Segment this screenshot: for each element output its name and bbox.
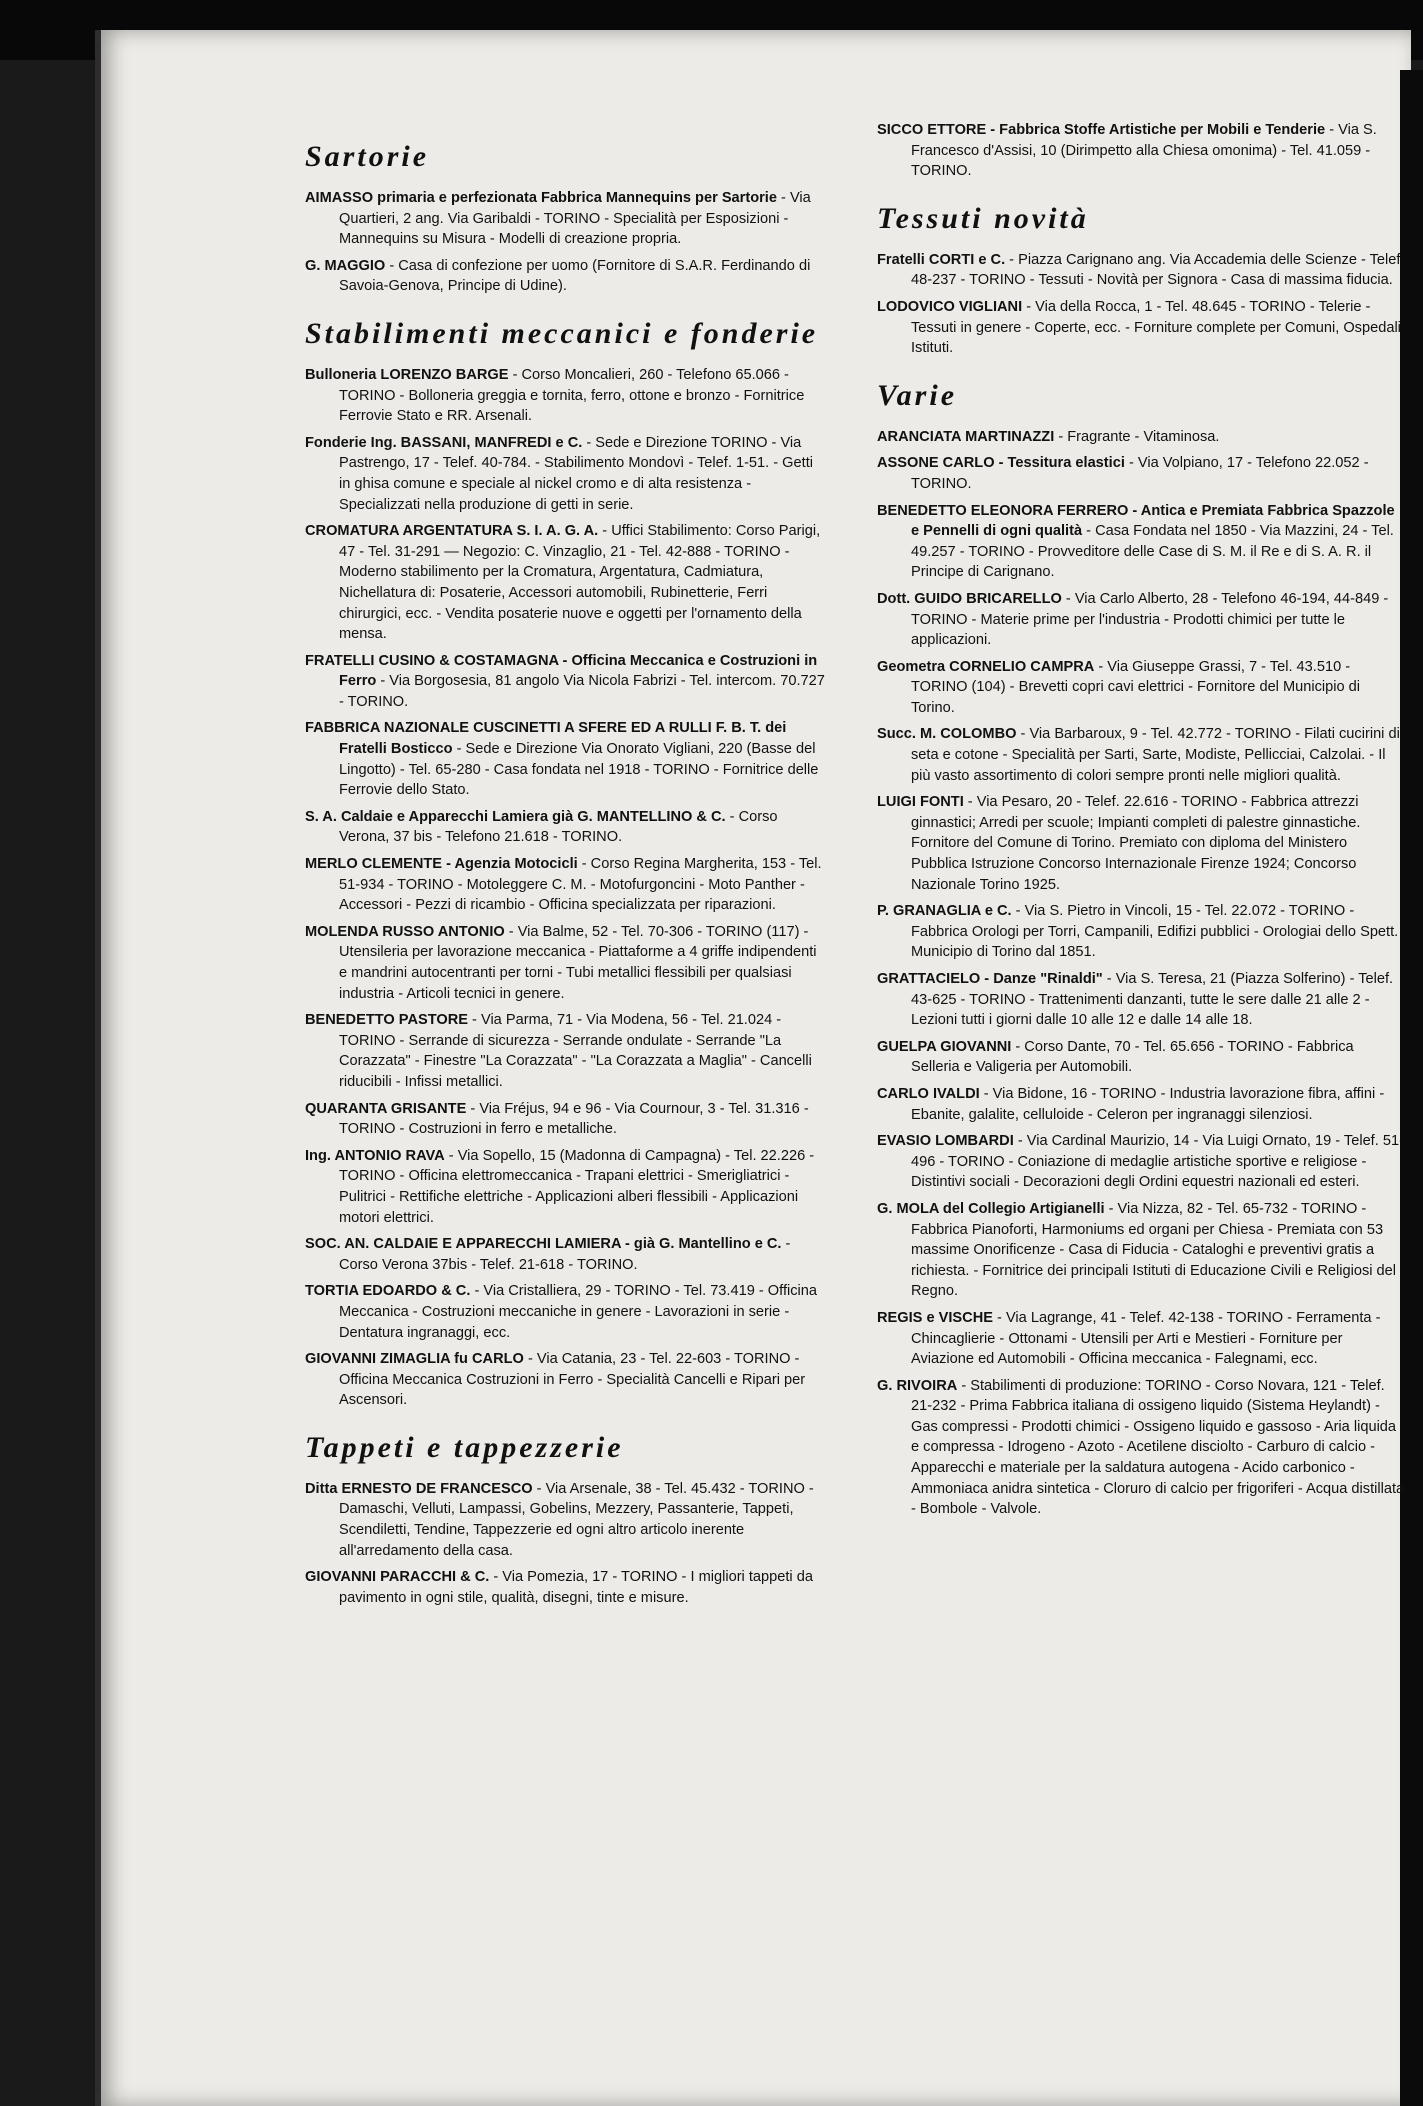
entry-details: - Via Balme, 52 - Tel. 70-306 - TORINO (117) - Utensileria per lavorazione meccanica - Piattaforme a 4 griffe indipendenti e mandrini autocentranti per torni - Tubi metallici flessibili per qualsiasi industria - Articoli tecnici in genere.: [339, 923, 817, 1002]
entry-details: - Via Sopello, 15 (Madonna di Campagna) - Tel. 22.226 - TORINO - Officina elettromeccanica - Trapani elettrici - Smerigliatrici - Pulitrici - Rettifiche elettriche - Applicazioni alberi flessibili - Applicazioni motori elettrici.: [339, 1147, 815, 1226]
directory-entry: [877, 250, 1405, 291]
entry-details: - Sede e Direzione Via Onorato Vigliani, 220 (Basse del Lingotto) - Tel. 65-280 - Casa fondata nel 1918 - TORINO - Fornitrice delle Ferrovie dello Stato.: [339, 741, 819, 799]
entry-company-name: GIOVANNI ZIMAGLIA fu CARLO: [305, 1351, 524, 1368]
directory-entry: [305, 854, 825, 916]
entry-details: - Stabilimenti di produzione: TORINO - Corso Novara, 121 - Telef. 21-232 - Prima Fabbrica italiana di ossigeno liquido (Sistema Heylandt) - Gas compressi - Prodotti chimici - Ossigeno liquido e gassoso - Aria liquida e compressa - Idrogeno - Azoto - Acetilene disciolto - Carburo di calcio - Apparecchi e materiale per la saldatura autogena - Acido carbonico - Ammoniaca anidra sintetica - Cloruro di calcio per frigoriferi - Acqua distillata - Bombole - Valvole.: [911, 1377, 1405, 1518]
entry-details: - Via Volpiano, 17 - Telefono 22.052 - TORINO.: [911, 455, 1369, 492]
entry-details: - Corso Regina Margherita, 153 - Tel. 51-934 - TORINO - Motoleggere C. M. - Motofurgoncini - Moto Panther - Accessori - Pezzi di ricambio - Officina specializzata per riparazioni.: [339, 856, 822, 914]
entry-details: - Via Pesaro, 20 - Telef. 22.616 - TORINO - Fabbrica attrezzi ginnastici; Arredi per scuole; Impianti completi di palestre ginnastiche. Fornitore del Comune di Torino. Premiato con diploma del Ministero Pubblica Istruzione Concorso Internazionale Firenze 1924; Concorso Nazionale Torino 1925.: [911, 794, 1361, 893]
directory-entry: [877, 453, 1405, 494]
entry-details: - Fragrante - Vitaminosa.: [1054, 428, 1220, 445]
section-heading-sartorie: Sartorie: [305, 140, 430, 173]
entry-company-name: TORTIA EDOARDO & C.: [305, 1283, 471, 1300]
entry-company-name: P. GRANAGLIA e C.: [877, 903, 1012, 920]
entry-company-name: MOLENDA RUSSO ANTONIO: [305, 923, 505, 940]
entry-company-name: Bulloneria LORENZO BARGE: [305, 366, 509, 383]
entry-company-name: Fratelli CORTI e C.: [877, 251, 1006, 268]
entry-details: - Casa di confezione per uomo (Fornitore di S.A.R. Ferdinando di Savoia-Genova, Principe di Udine).: [339, 257, 811, 295]
entry-company-name: LUIGI FONTI: [877, 794, 964, 811]
entry-company-name: Ditta ERNESTO DE FRANCESCO: [305, 1480, 533, 1497]
directory-entry: [305, 433, 825, 515]
entry-details: - Via Quartieri, 2 ang. Via Garibaldi - TORINO - Specialità per Esposizioni - Mannequins su Misura - Modelli di creazione propria.: [339, 190, 811, 248]
entry-company-name: BENEDETTO ELEONORA FERRERO - Antica e Premiata Fabbrica Spazzole e Pennelli di ogni qualità: [877, 502, 1395, 540]
entry-details: - Corso Moncalieri, 260 - Telefono 65.066 - TORINO - Bolloneria greggia e tornita, ferro, ottone e bronzo - Fornitrice Ferrovie Stato e RR. Arsenali.: [339, 366, 805, 425]
section-heading-tessuti: Tessuti novità: [877, 201, 1089, 235]
entry-company-name: CROMATURA ARGENTATURA S. I. A. G. A.: [305, 523, 599, 540]
entry-company-name: FRATELLI CUSINO & COSTAMAGNA - Officina Meccanica e Costruzioni in Ferro: [305, 652, 818, 690]
entry-details: - Via Bidone, 16 - TORINO - Industria lavorazione fibra, affini - Ebanite, galalite, celluloide - Celeron per ingranaggi silenziosi.: [911, 1085, 1385, 1123]
directory-entry: [877, 589, 1405, 651]
entries-stabilimenti: [305, 365, 825, 1411]
entry-company-name: Dott. GUIDO BRICARELLO: [877, 590, 1062, 607]
entry-company-name: GUELPA GIOVANNI: [877, 1038, 1012, 1055]
entry-company-name: G. MAGGIO: [305, 257, 386, 274]
directory-entry: [305, 1099, 825, 1140]
entries-tappeti: [305, 1479, 825, 1609]
entry-company-name: FABBRICA NAZIONALE CUSCINETTI A SFERE ED A RULLI F. B. T. dei Fratelli Bosticco: [305, 720, 787, 758]
entry-details: - Via S. Francesco d'Assisi, 10 (Dirimpetto alla Chiesa omonima) - Tel. 41.059 - TORINO.: [911, 122, 1377, 180]
entry-details: - Casa Fondata nel 1850 - Via Mazzini, 24 - Tel. 49.257 - TORINO - Provveditore delle Case di S. M. il Re e di S. A. R. il Principe di Carignano.: [911, 523, 1394, 581]
section-heading-stabilimenti: Stabilimenti meccanici e fonderie: [305, 316, 819, 350]
directory-entry: [305, 1479, 825, 1561]
entries-tessuti: [877, 250, 1405, 359]
entry-company-name: S. A. Caldaie e Apparecchi Lamiera già G. MANTELLINO & C.: [305, 808, 726, 825]
entry-details: - Corso Verona, 37 bis - Telefono 21.618 - TORINO.: [339, 808, 778, 846]
entry-company-name: EVASIO LOMBARDI: [877, 1133, 1014, 1150]
entry-company-name: ARANCIATA MARTINAZZI: [877, 428, 1055, 445]
directory-entry: [877, 1376, 1405, 1520]
entry-company-name: SOC. AN. CALDAIE E APPARECCHI LAMIERA - già G. Mantellino e C.: [305, 1236, 782, 1253]
entry-details: - Via Borgosesia, 81 angolo Via Nicola Fabrizi - Tel. intercom. 70.727 - TORINO.: [339, 673, 825, 710]
directory-entry: [877, 657, 1405, 719]
entry-details: - Via Lagrange, 41 - Telef. 42-138 - TORINO - Ferramenta - Chincaglierie - Ottonami - Utensili per Arti e Mestieri - Forniture per Aviazione ed Automobili - Officina meccanica - Falegnami, ecc.: [911, 1309, 1381, 1368]
directory-entry: [877, 427, 1405, 448]
entry-details: - Via Barbaroux, 9 - Tel. 42.772 - TORINO - Filati cucirini di seta e cotone - Specialità per Sarti, Sarte, Modiste, Pellicciai, Calzolai. - Il più vasto assortimento di colori sempre pronti nelle migliori qualità.: [911, 726, 1400, 784]
entry-company-name: BENEDETTO PASTORE: [305, 1012, 468, 1029]
entry-company-name: REGIS e VISCHE: [877, 1309, 993, 1326]
directory-entry: [305, 1010, 825, 1092]
entry-company-name: AIMASSO primaria e perfezionata Fabbrica Mannequins per Sartorie: [305, 190, 777, 206]
entry-company-name: Fonderie Ing. BASSANI, MANFREDI e C.: [305, 434, 583, 451]
directory-entry: [877, 1308, 1405, 1370]
entries-sicco: [877, 120, 1405, 182]
directory-entry: [305, 1281, 825, 1343]
entry-details: - Piazza Carignano ang. Via Accademia delle Scienze - Telef. 48-237 - TORINO - Tessuti - Novità per Signora - Casa di massima fiducia.: [911, 251, 1405, 289]
directory-entry: [305, 365, 825, 427]
directory-entry: [305, 1234, 825, 1275]
directory-entry: [877, 792, 1405, 895]
entry-company-name: QUARANTA GRISANTE: [305, 1100, 467, 1117]
entry-company-name: SICCO ETTORE - Fabbrica Stoffe Artistiche per Mobili e Tenderie: [877, 122, 1326, 138]
entry-details: - Via S. Pietro in Vincoli, 15 - Tel. 22.072 - TORINO - Fabbrica Orologi per Torri, Campanili, Edifizi pubblici - Orologiai dello Spett. Municipio di Torino dal 1851.: [911, 903, 1399, 961]
entry-company-name: Succ. M. COLOMBO: [877, 726, 1017, 743]
directory-entry: [877, 501, 1405, 583]
entries-varie: [877, 427, 1405, 1520]
section-heading-tappeti: Tappeti e tappezzerie: [305, 1430, 624, 1464]
section-heading-varie: Varie: [877, 378, 958, 412]
directory-entry: [305, 807, 825, 848]
directory-entry: [305, 718, 825, 800]
directory-entry: [877, 1199, 1405, 1302]
entry-details: - Corso Verona 37bis - Telef. 21-618 - TORINO.: [339, 1236, 791, 1273]
right-column: [877, 120, 1405, 1526]
directory-entry: [877, 969, 1405, 1031]
entry-details: - Via S. Teresa, 21 (Piazza Solferino) - Telef. 43-625 - TORINO - Trattenimenti danzanti, tutte le sere dalle 21 alle 2 - Lezioni tutti i giorni dalle 10 alle 12 e dalle 14 alle 18.: [911, 971, 1394, 1029]
directory-entry: [877, 1131, 1405, 1193]
entry-details: - Sede e Direzione TORINO - Via Pastrengo, 17 - Telef. 40-784. - Stabilimento Mondovì - Telef. 1-51. - Getti in ghisa comune e speciale al nickel cromo e di alta resistenza - Specializzati nella produzione di getti in serie.: [339, 434, 814, 513]
entry-details: - Via Giuseppe Grassi, 7 - Tel. 43.510 - TORINO (104) - Brevetti copri cavi elettrici - Fornitore del Municipio di Torino.: [911, 658, 1361, 716]
entry-company-name: ASSONE CARLO - Tessitura elastici: [877, 455, 1125, 472]
entry-company-name: G. RIVOIRA: [877, 1377, 958, 1394]
entry-details: - Via Cardinal Maurizio, 14 - Via Luigi Ornato, 19 - Telef. 51-496 - TORINO - Coniazione di medaglie artistiche sportive e religiose - Distintivi sociali - Decorazioni degli Ordini equestri nazionali ed esteri.: [911, 1133, 1404, 1191]
entry-details: - Via Cristalliera, 29 - TORINO - Tel. 73.419 - Officina Meccanica - Costruzioni meccaniche in genere - Lavorazioni in serie - Dentatura ingranaggi, ecc.: [339, 1283, 818, 1341]
directory-entry: [305, 1567, 825, 1608]
entry-company-name: GRATTACIELO - Danze "Rinaldi": [877, 971, 1103, 987]
directory-entry: [305, 651, 825, 713]
entry-details: - Via Fréjus, 94 e 96 - Via Cournour, 3 - Tel. 31.316 - TORINO - Costruzioni in ferro e metalliche.: [339, 1100, 809, 1138]
directory-entry: [877, 1037, 1405, 1078]
entry-details: - Via Pomezia, 17 - TORINO - I migliori tappeti da pavimento in ogni stile, qualità, disegni, tinte e misure.: [339, 1569, 813, 1606]
entry-company-name: CARLO IVALDI: [877, 1085, 980, 1102]
entry-company-name: LODOVICO VIGLIANI: [877, 298, 1023, 315]
directory-entry: [305, 1146, 825, 1228]
entry-details: - Uffici Stabilimento: Corso Parigi, 47 - Tel. 31-291 — Negozio: C. Vinzaglio, 21 - Tel. 42-888 - TORINO - Moderno stabilimento per la Cromatura, Argentatura, Cadmiatura, Nichellatura di: Posaterie, Accessori automobili, Rubinetterie, Ferri chirurgici, ecc. - Vendita posaterie nuove e oggetti per l'ornamento della mensa.: [339, 523, 821, 643]
entry-details: - Via Carlo Alberto, 28 - Telefono 46-194, 44-849 - TORINO - Materie prime per l'industria - Prodotti chimici per tutte le applicazioni.: [911, 590, 1389, 649]
directory-entry: [877, 724, 1405, 786]
directory-entry: [877, 120, 1405, 182]
entries-sartorie: [305, 188, 825, 297]
entry-details: - Via della Rocca, 1 - Tel. 48.645 - TORINO - Telerie - Tessuti in genere - Coperte, ecc. - Forniture complete per Comuni, Ospedali, Istituti.: [911, 298, 1405, 357]
left-column: [305, 120, 825, 1614]
entry-details: - Via Parma, 71 - Via Modena, 56 - Tel. 21.024 - TORINO - Serrande di sicurezza - Serrande ondulate - Serrande "La Corazzata" - Finestre "La Corazzata" - "La Corazzata a Maglia" - Cancelli riducibili - Infissi metallici.: [339, 1012, 812, 1090]
directory-entry: [305, 188, 825, 250]
directory-entry: [877, 1084, 1405, 1125]
entry-company-name: Ing. ANTONIO RAVA: [305, 1147, 445, 1164]
directory-entry: [877, 297, 1405, 359]
entry-company-name: Geometra CORNELIO CAMPRA: [877, 658, 1095, 675]
entry-company-name: GIOVANNI PARACCHI & C.: [305, 1569, 490, 1586]
directory-entry: [305, 922, 825, 1004]
entry-company-name: G. MOLA del Collegio Artigianelli: [877, 1200, 1105, 1217]
directory-entry: [305, 1349, 825, 1411]
directory-entry: [877, 901, 1405, 963]
directory-entry: [305, 521, 825, 645]
entry-details: - Corso Dante, 70 - Tel. 65.656 - TORINO - Fabbrica Selleria e Valigeria per Automobili.: [911, 1038, 1354, 1076]
directory-entry: [305, 256, 825, 297]
entry-company-name: MERLO CLEMENTE - Agenzia Motocicli: [305, 856, 578, 873]
entry-details: - Via Arsenale, 38 - Tel. 45.432 - TORINO - Damaschi, Velluti, Lampassi, Gobelins, Mezzery, Passanterie, Tappeti, Scendiletti, Tendine, Tappezzerie ed ogni altro articolo inerente all'arredamento della casa.: [339, 1480, 814, 1559]
entry-details: - Via Nizza, 82 - Tel. 65-732 - TORINO - Fabbrica Pianoforti, Harmoniums ed organi per Chiesa - Premiata con 53 massime Onorificenze - Casa di Fiducia - Cataloghi e preventivi gratis a richiesta. - Fornitrice dei principali Istituti di Educazione Civili e Religiosi del Regno.: [911, 1200, 1397, 1300]
entry-details: - Via Catania, 23 - Tel. 22-603 - TORINO - Officina Meccanica Costruzioni in Ferro - Specialità Cancelli e Ripari per Ascensori.: [339, 1351, 806, 1409]
